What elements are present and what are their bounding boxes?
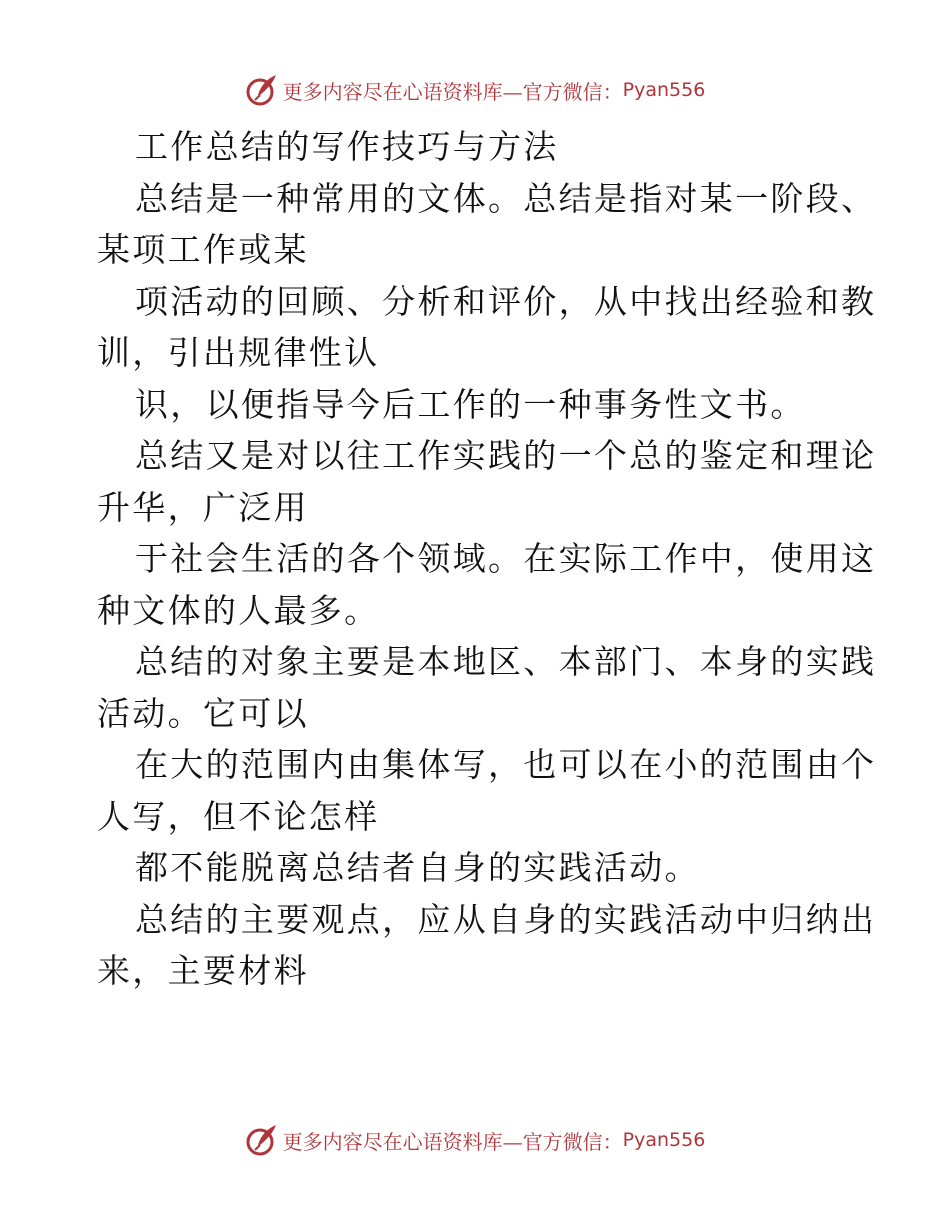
feather-pen-logo-icon: [245, 1123, 279, 1157]
footer-banner-contact: Pyan556: [622, 1129, 706, 1151]
text-line: 总结的主要观点，应从自身的实践活动中归纳出: [135, 899, 877, 939]
text-line: 人写，但不论怎样: [97, 796, 380, 836]
text-line: 于社会生活的各个领域。在实际工作中，使用这: [135, 539, 877, 578]
header-banner-text: 更多内容尽在心语资料库—官方微信：: [282, 79, 623, 104]
footer-banner-text: 更多内容尽在心语资料库—官方微信：: [282, 1129, 623, 1154]
footer-banner: [0, 1120, 950, 1160]
text-line: 某项工作或某: [97, 230, 309, 269]
header-banner: [0, 70, 950, 110]
feather-pen-logo-icon: [245, 73, 279, 107]
text-line: 总结的对象主要是本地区、本部门、本身的实践: [135, 642, 877, 681]
footer-banner-content: [245, 1123, 706, 1157]
text-line: 工作总结的写作技巧与方法: [135, 127, 559, 166]
document-body: [97, 121, 877, 997]
text-line: 来，主要材料: [97, 951, 309, 990]
text-line: 训，引出规律性认: [97, 333, 380, 372]
text-line: 总结又是对以往工作实践的一个总的鉴定和理论: [135, 436, 877, 475]
header-banner-contact: Pyan556: [622, 79, 706, 101]
text-line: 总结是一种常用的文体。总结是指对某一阶段、: [135, 178, 877, 218]
text-line: 活动。它可以: [97, 693, 309, 733]
text-line: 识，以便指导今后工作的一种事务性文书。: [135, 384, 806, 424]
text-line: 在大的范围内由集体写，也可以在小的范围由个: [135, 745, 877, 784]
text-line: 种文体的人最多。: [97, 590, 380, 630]
text-line: 升华，广泛用: [97, 487, 309, 527]
header-banner-content: [245, 73, 706, 107]
text-line: 项活动的回顾、分析和评价，从中找出经验和教: [135, 281, 877, 321]
text-line: 都不能脱离总结者自身的实践活动。: [135, 848, 700, 887]
